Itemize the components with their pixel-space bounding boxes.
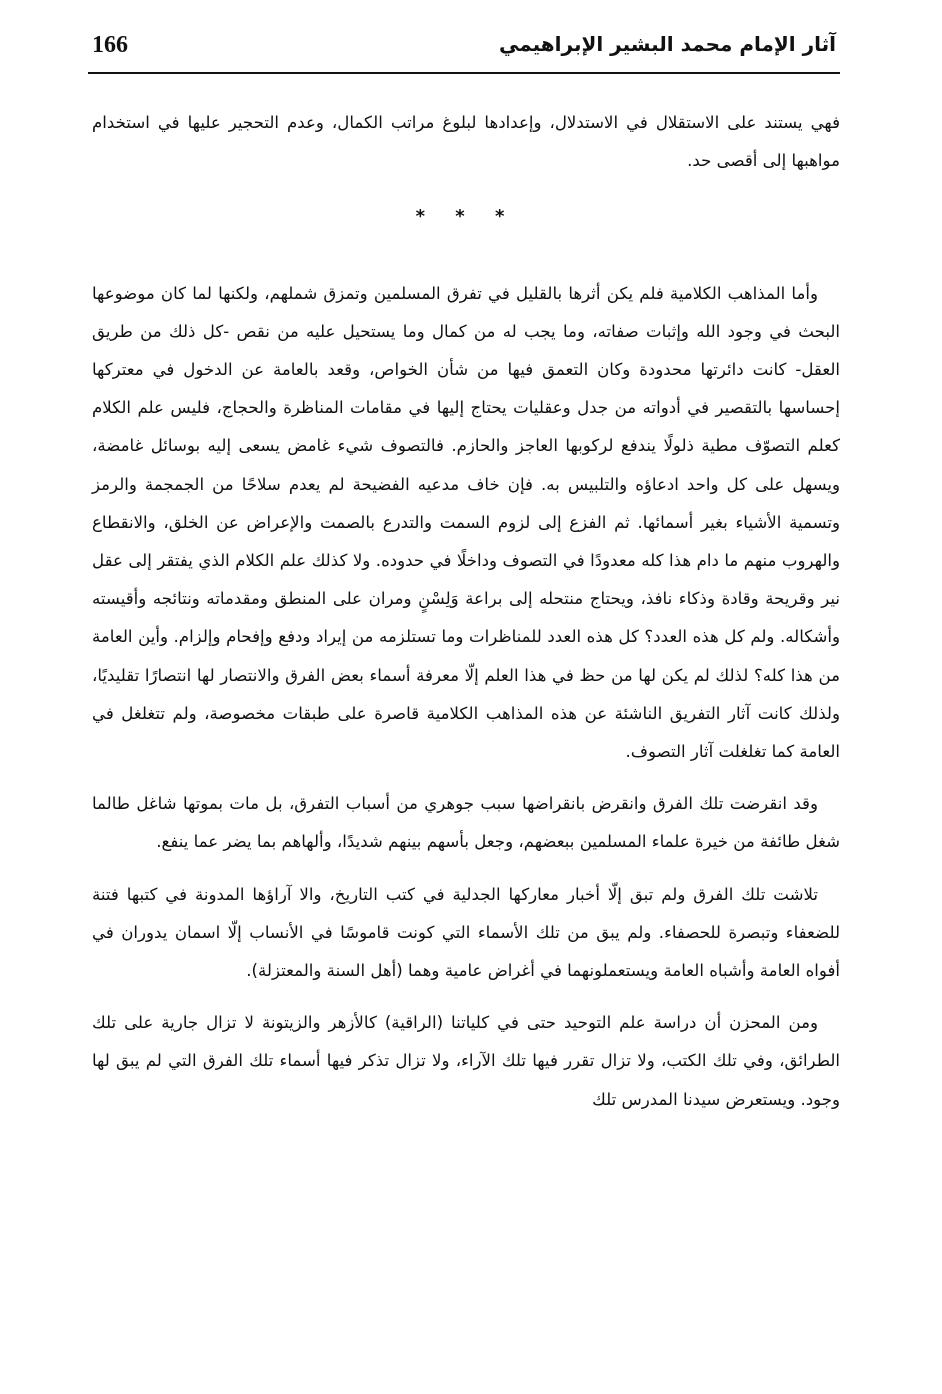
paragraph-1: فهي يستند على الاستقلال في الاستدلال، وإعدادها لبلوغ مراتب الكمال، وعدم التحجير عليها في استخدام مواهبها إلى أقصى حد.	[92, 113, 840, 171]
paragraph-2: وأما المذاهب الكلامية فلم يكن أثرها بالقليل في تفرق المسلمين وتمزق شملهم، ولكنها لما كان موضوعها البحث في وجود الله وإثبات صفاته، وما يجب له من كمال وما يستحيل عليه من نقص -كل ذلك من طريق العقل- كانت دائرتها محدودة وكان التعمق فيها من شأن الخواص، وقعد بالعامة عن الدخول في معتركها إحساسها بالتقصير في أدواته من جدل وعقليات يحتاج إليها في مقامات المناظرة والحجاج، فليس علم الكلام كعلم التصوّف مطية ذلولًا يندفع لركوبها العاجز والحازم. فالتصوف شيء غامض يسعى إليه بوسائل غامضة، ويسهل على كل واحد ادعاؤه والتلبيس به. فإن خاف مدعيه الفضيحة لم يعدم سلاحًا من الجمجمة والرمز وتسمية الأشياء بغير أسمائها. ثم الفزع إلى لزوم السمت والتدرع بالصمت والإعراض عن الخلق، والانقطاع والهروب منهم ما دام هذا كله معدودًا في التصوف وداخلًا في حدوده. ولا كذلك علم الكلام الذي يفتقر إلى عقل نير وقريحة وقادة وذكاء نافذ، ويحتاج منتحله إلى براعة وَلِسْنٍ ومران على المنطق ومقدماته ونتائجه وأقيسته وأشكاله. ولم كل هذه العدد؟ كل هذه العدد للمناظرات وما تستلزمه من إيراد ودفع وإفحام وإلزام. وأين العامة من هذا كله؟ لذلك لم يكن لها من حظ في هذا العلم إلّا معرفة أسماء بعض الفرق والانتصار لها انتصارًا تقليديًا، ولذلك كانت آثار التفريق الناشئة عن هذه المذاهب الكلامية قاصرة على طبقات مخصوصة، ولم تتغلغل في العامة كما تغلغلت آثار التصوف.	[92, 283, 840, 762]
paragraph-5: ومن المحزن أن دراسة علم التوحيد حتى في كلياتنا (الراقية) كالأزهر والزيتونة لا تزال جارية على تلك الطرائق، وفي تلك الكتب، ولا تزال تقرر فيها تلك الآراء، ولا تزال تذكر فيها أسماء تلك الفرق التي لم يبق لها وجود. ويستعرض سيدنا المدرس تلك	[92, 1013, 840, 1109]
body-text	[92, 104, 840, 1133]
page-number: 166	[92, 32, 128, 58]
paragraph-3: وقد انقرضت تلك الفرق وانقرض بانقراضها سبب جوهري من أسباب التفرق، بل مات بموتها شاغل طالما شغل طائفة من خيرة علماء المسلمين ببعضهم، وجعل بأسهم بينهم شديدًا، وألهاهم بما يضر عما ينفع.	[92, 794, 840, 852]
section-separator: * * *	[415, 206, 517, 228]
running-title: آثار الإمام محمد البشير الإبراهيمي	[498, 32, 836, 56]
paragraph-4: تلاشت تلك الفرق ولم تبق إلّا أخبار معاركها الجدلية في كتب التاريخ، والا آراؤها المدونة في كتبها فتنة للضعفاء وتبصرة للحصفاء. ولم يبق من تلك الأسماء التي كونت قاموسًا في الأنساب إلّا اسمان يدوران في أفواه العامة وأشباه العامة ويستعملونهما في أغراض عامية وهما (أهل السنة والمعتزلة).	[92, 884, 840, 981]
page-header	[88, 28, 840, 74]
